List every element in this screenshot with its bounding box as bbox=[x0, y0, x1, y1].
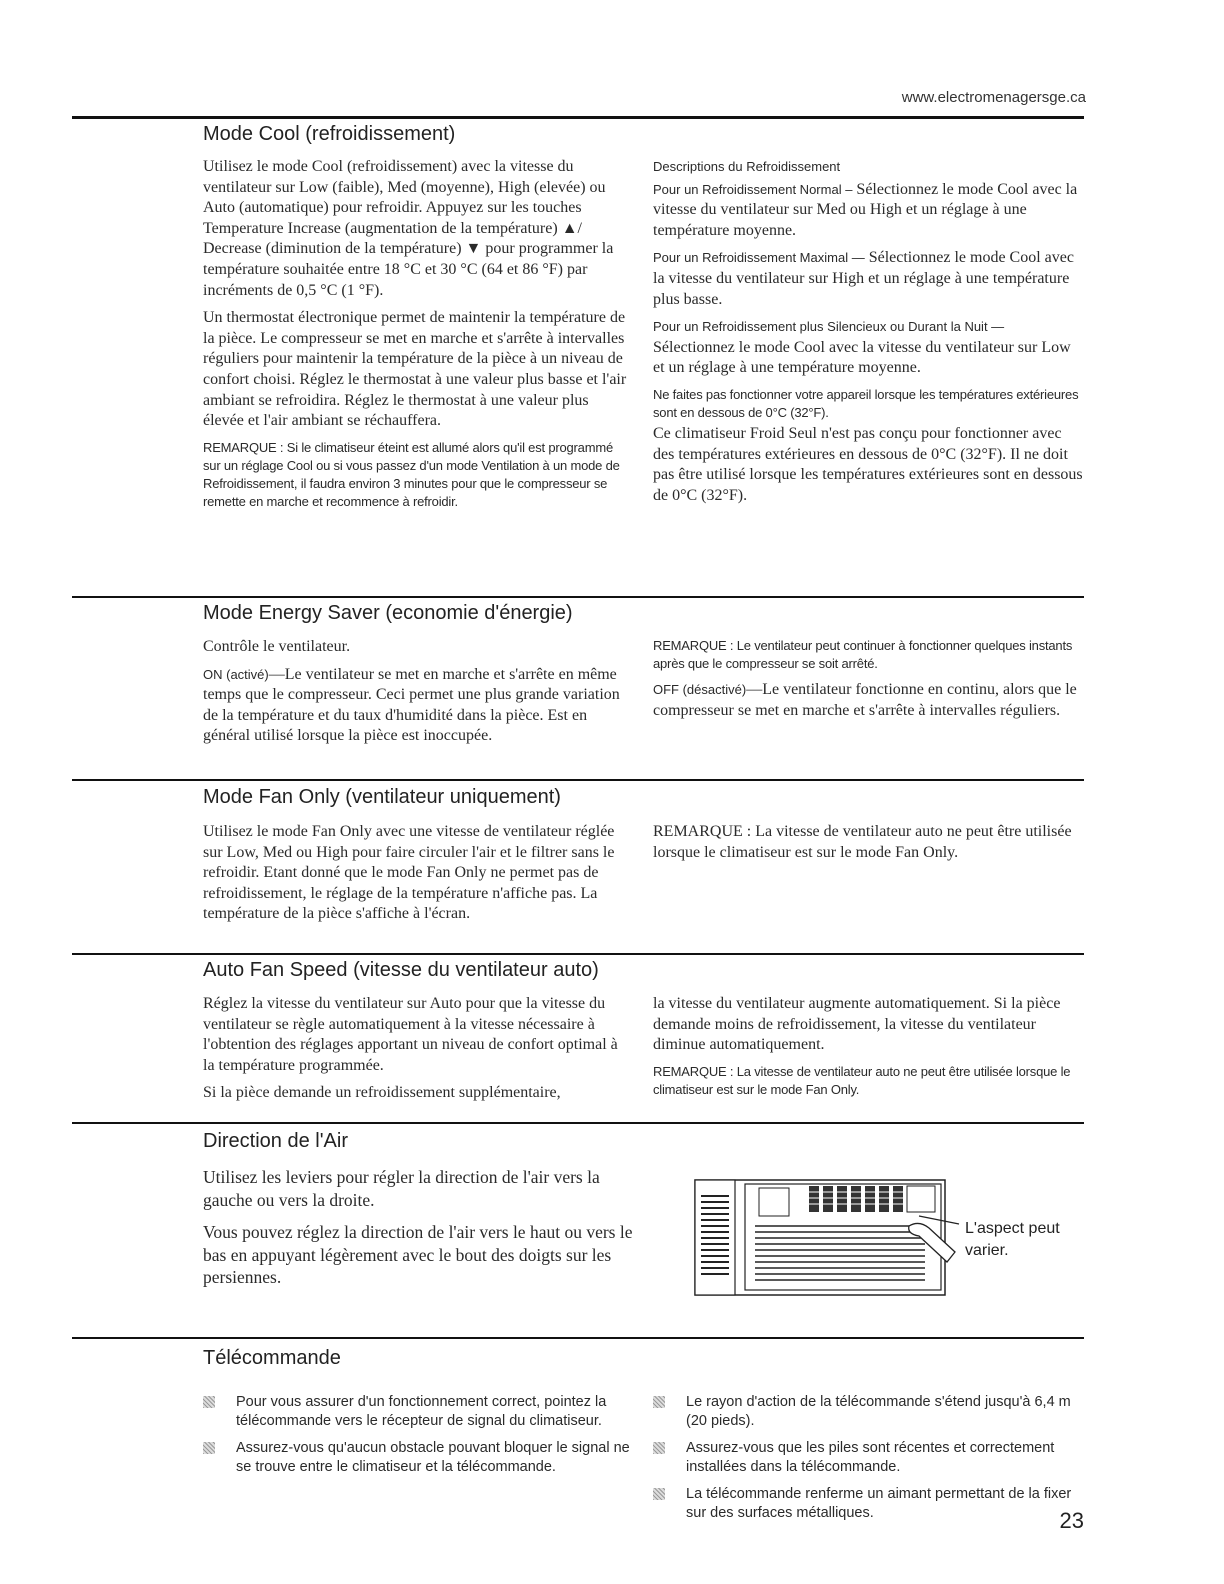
cool-note: REMARQUE : Si le climatiseur éteint est allumé alors qu'il est programmé sur un réglage Cool ou si vous passez d'un mode Ventilation à un mode de Refroidissement, il faudra environ 3 minutes pour que le compresseur se remette en marche et recommence à refroidir. bbox=[203, 439, 620, 509]
list-item: Assurez-vous qu'aucun obstacle pouvant bloquer le signal ne se trouve entre le climatiseur et la télécommande. bbox=[203, 1439, 643, 1476]
bullet-icon bbox=[203, 1442, 215, 1454]
list-item: Assurez-vous que les piles sont récentes et correctement installées dans la télécommande. bbox=[653, 1439, 1093, 1476]
cool-paragraph-1: Utilisez le mode Cool (refroidissement) avec la vitesse du ventilateur sur Low (faible), Med (moyenne), High (elevée) ou Auto (automatique) pour refroidir. Appuyez sur les touches Temperature Increase (augmentation de la température) ▲/ Decrease (diminution de la température) ▼ pour programmer la température souhaitée entre 18 °C et 30 °C (64 et 86 °F) par incréments de 0,5 °C (1 °F). bbox=[203, 158, 614, 299]
air-direction-paragraph-2: Vous pouvez réglez la direction de l'air vers le haut ou vers le bas en appuyant légèrement avec le bout des doigts sur les persiennes. bbox=[203, 1222, 633, 1287]
fan-only-heading: Mode Fan Only (ventilateur uniquement) bbox=[203, 786, 561, 808]
energy-right-column bbox=[653, 637, 1083, 728]
section-rule bbox=[72, 1122, 1084, 1124]
list-item: Pour vous assurer d'un fonctionnement correct, pointez la télécommande vers le récepteur de signal du climatiseur. bbox=[203, 1393, 643, 1430]
auto-fan-note: REMARQUE : La vitesse de ventilateur auto ne peut être utilisée lorsque le climatiseur est sur le mode Fan Only. bbox=[653, 1063, 1071, 1097]
list-item: Le rayon d'action de la télécommande s'étend jusqu'à 6,4 m (20 pieds). bbox=[653, 1393, 1093, 1430]
cooling-descriptions-title: Descriptions du Refroidissement bbox=[653, 159, 841, 174]
energy-off-text: OFF (désactivé)—Le ventilateur fonctionne en continu, alors que le compresseur se met en marche et s'arrête à intervalles réguliers. bbox=[653, 681, 1077, 719]
illustration-caption: L'aspect peut varier. bbox=[965, 1220, 1060, 1259]
remote-heading: Télécommande bbox=[203, 1347, 341, 1369]
auto-fan-left-column bbox=[203, 994, 633, 1111]
bullet-icon bbox=[653, 1488, 665, 1500]
energy-saver-heading: Mode Energy Saver (economie d'énergie) bbox=[203, 602, 573, 624]
section-rule bbox=[72, 596, 1084, 598]
fan-only-right-column bbox=[653, 822, 1083, 870]
page-number: 23 bbox=[1059, 1508, 1084, 1533]
auto-fan-paragraph-1: Réglez la vitesse du ventilateur sur Auto pour que la vitesse du ventilateur se règle automatiquement à la vitesse nécessaire à l'obtention des réglages apportant un niveau de confort optimal à la température programmée. bbox=[203, 995, 618, 1074]
normal-cooling-text: Pour un Refroidissement Normal – Sélectionnez le mode Cool avec la vitesse du ventilateur sur Med ou High et un réglage à une température moyenne. bbox=[653, 180, 1078, 239]
bullet-icon bbox=[653, 1442, 665, 1454]
section-rule bbox=[72, 953, 1084, 955]
auto-fan-right-column bbox=[653, 994, 1083, 1106]
air-direction-heading: Direction de l'Air bbox=[203, 1130, 348, 1152]
bullet-icon bbox=[653, 1396, 665, 1408]
cool-only-paragraph: Ce climatiseur Froid Seul n'est pas conçu pour fonctionner avec des températures extérieures en dessous de 0°C (32°F). Il ne doit pas être utilisé lorsque les températures extérieures sont en dessous de 0°C (32°F). bbox=[653, 424, 1083, 504]
remote-right-column bbox=[653, 1393, 1093, 1531]
energy-paragraph-1: Contrôle le ventilateur. bbox=[203, 638, 351, 655]
auto-fan-heading: Auto Fan Speed (vitesse du ventilateur auto) bbox=[203, 959, 599, 981]
air-conditioner-illustration bbox=[693, 1168, 963, 1308]
cool-paragraph-2: Un thermostat électronique permet de maintenir la température de la pièce. Le compresseur se met en marche et s'arrête à intervalles réguliers pour maintenir la température de la pièce à un niveau de confort choisi. Réglez le thermostat à une valeur plus basse et l'air ambiant se refroidira. Réglez le thermostat à une valeur plus élevée et l'air ambiant se réchauffera. bbox=[203, 309, 627, 430]
quiet-cooling-text: Pour un Refroidissement plus Silencieux ou Durant la Nuit — Sélectionnez le mode Cool avec la vitesse du ventilateur sur Low et un réglage à une température moyenne. bbox=[653, 319, 1071, 377]
max-cooling-text: Pour un Refroidissement Maximal — Sélectionnez le mode Cool avec la vitesse du ventilateur sur High et un réglage à une température plus basse. bbox=[653, 249, 1074, 308]
air-direction-paragraph-1: Utilisez les leviers pour régler la direction de l'air vers la gauche ou vers la droite. bbox=[203, 1167, 600, 1210]
section-rule bbox=[72, 779, 1084, 781]
auto-fan-paragraph-2: Si la pièce demande un refroidissement supplémentaire, bbox=[203, 1084, 561, 1102]
bullet-icon bbox=[203, 1396, 215, 1408]
cool-left-column bbox=[203, 157, 633, 518]
cool-right-column bbox=[653, 157, 1083, 513]
website-url: www.electromenagersge.ca bbox=[901, 89, 1086, 106]
air-direction-column bbox=[203, 1166, 643, 1296]
energy-note: REMARQUE : Le ventilateur peut continuer à fonctionner quelques instants après que le compresseur se soit arrêté. bbox=[653, 638, 1073, 671]
fan-only-left-column bbox=[203, 822, 633, 932]
section-rule bbox=[72, 1337, 1084, 1339]
fan-only-note: REMARQUE : La vitesse de ventilateur auto ne peut être utilisée lorsque le climatiseur est sur le mode Fan Only. bbox=[653, 823, 1072, 861]
remote-left-column bbox=[203, 1393, 643, 1485]
auto-fan-right-paragraph: la vitesse du ventilateur augmente automatiquement. Si la pièce demande moins de refroidissement, la vitesse du ventilateur diminue automatiquement. bbox=[653, 995, 1061, 1054]
outdoor-temp-warning: Ne faites pas fonctionner votre appareil lorsque les températures extérieures sont en dessous de 0°C (32°F). bbox=[653, 386, 1079, 420]
energy-left-column bbox=[203, 637, 633, 754]
fan-only-paragraph: Utilisez le mode Fan Only avec une vitesse de ventilateur réglée sur Low, Med ou High pour faire circuler l'air et le filtrer sans le refroidir. Etant donné que le mode Fan Only ne permet pas de refroidissement, le réglage de la température n'affiche pas. La température de la pièce s'affiche à l'écran. bbox=[203, 823, 615, 923]
list-item: La télécommande renferme un aimant permettant de la fixer sur des surfaces métalliques. bbox=[653, 1485, 1093, 1522]
cool-heading: Mode Cool (refroidissement) bbox=[203, 123, 456, 145]
header-rule bbox=[72, 116, 1084, 119]
energy-on-text: ON (activé)—Le ventilateur se met en marche et s'arrête en même temps que le compresseur. Ceci permet une plus grande variation de la température et du taux d'humidité dans la pièce. Est en général utilisé lorsque la pièce est inoccupée. bbox=[203, 665, 620, 745]
